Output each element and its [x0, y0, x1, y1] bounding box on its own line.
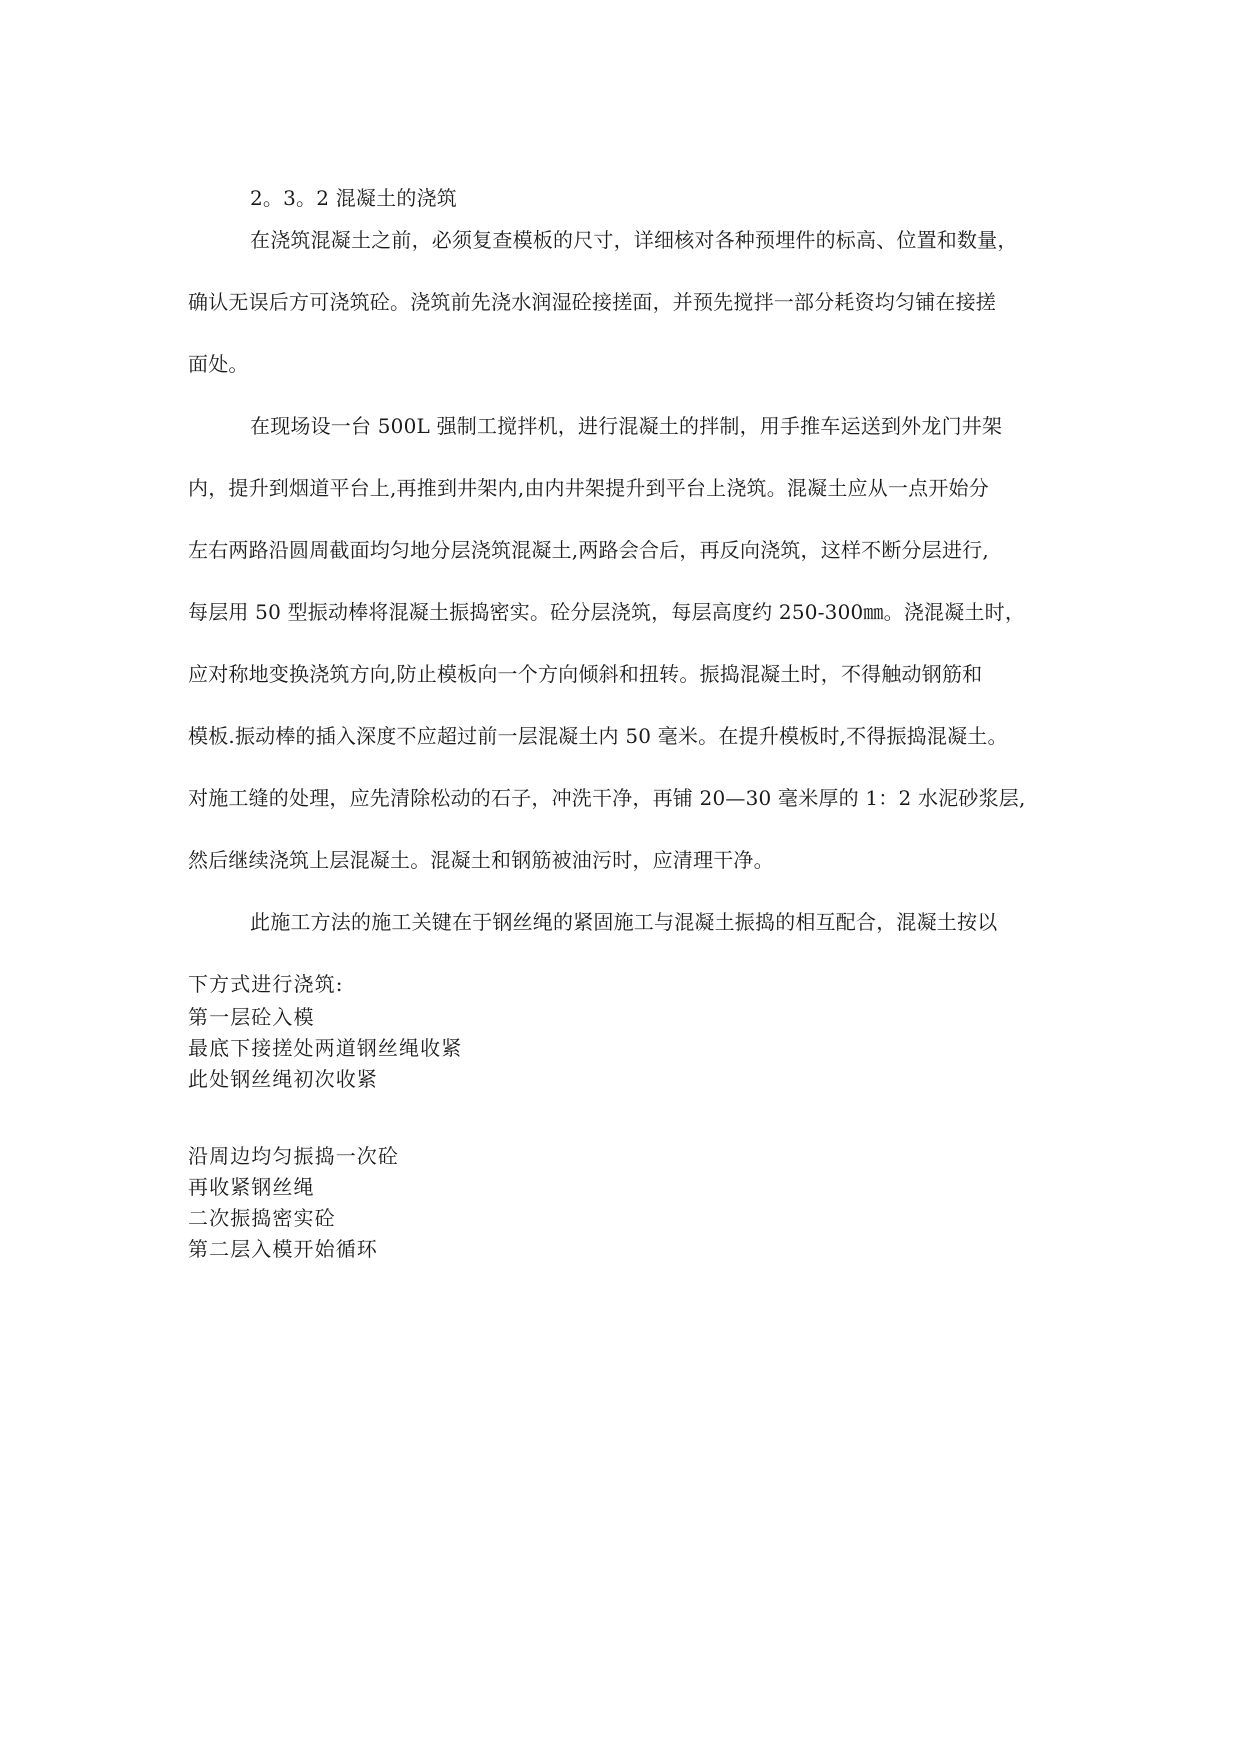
paragraph-line: 面处。 — [188, 352, 249, 376]
paragraph-line: 在浇筑混凝土之前，必须复查模板的尺寸，详细核对各种预埋件的标高、位置和数量， — [250, 228, 1018, 252]
step-item: 第二层入模开始循环 — [188, 1237, 378, 1261]
paragraph-line: 每层用 50 型振动棒将混凝土振捣密实。砼分层浇筑，每层高度约 250-300㎜。浇混凝土时， — [188, 600, 1026, 624]
paragraph-line: 对施工缝的处理，应先清除松动的石子，冲洗干净，再铺 20—30 毫米厚的 1：2 水泥砂浆层, — [188, 786, 1026, 810]
paragraph-line: 应对称地变换浇筑方向,防止模板向一个方向倾斜和扭转。振捣混凝土时，不得触动钢筋和 — [188, 662, 983, 686]
step-item: 二次振捣密实砼 — [188, 1206, 336, 1230]
step-item: 此处钢丝绳初次收紧 — [188, 1067, 378, 1091]
paragraph-line: 在现场设一台 500L 强制工搅拌机，进行混凝土的拌制，用手推车运送到外龙门井架 — [250, 414, 1003, 438]
step-item: 最底下接搓处两道钢丝绳收紧 — [188, 1036, 463, 1060]
paragraph-line: 然后继续浇筑上层混凝土。混凝土和钢筋被油污时，应清理干净。 — [188, 848, 774, 872]
section-heading: 2。3。2 混凝土的浇筑 — [250, 186, 457, 210]
paragraph-line: 此施工方法的施工关键在于钢丝绳的紧固施工与混凝土振捣的相互配合，混凝土按以 — [250, 910, 998, 934]
paragraph-line: 左右两路沿圆周截面均匀地分层浇筑混凝土,两路会合后，再反向浇筑，这样不断分层进行, — [188, 538, 989, 562]
step-item: 沿周边均匀振捣一次砼 — [188, 1144, 399, 1168]
paragraph-line: 模板.振动棒的插入深度不应超过前一层混凝土内 50 毫米。在提升模板时,不得振捣混凝土。 — [188, 724, 1008, 748]
paragraph-line: 内，提升到烟道平台上,再推到井架内,由内井架提升到平台上浇筑。混凝土应从一点开始分 — [188, 476, 989, 500]
paragraph-line: 确认无误后方可浇筑砼。浇筑前先浇水润湿砼接搓面，并预先搅拌一部分耗资均匀铺在接搓 — [188, 290, 996, 314]
paragraph-line: 下方式进行浇筑: — [188, 972, 344, 996]
step-item: 再收紧钢丝绳 — [188, 1175, 315, 1199]
step-item: 第一层砼入模 — [188, 1005, 315, 1029]
